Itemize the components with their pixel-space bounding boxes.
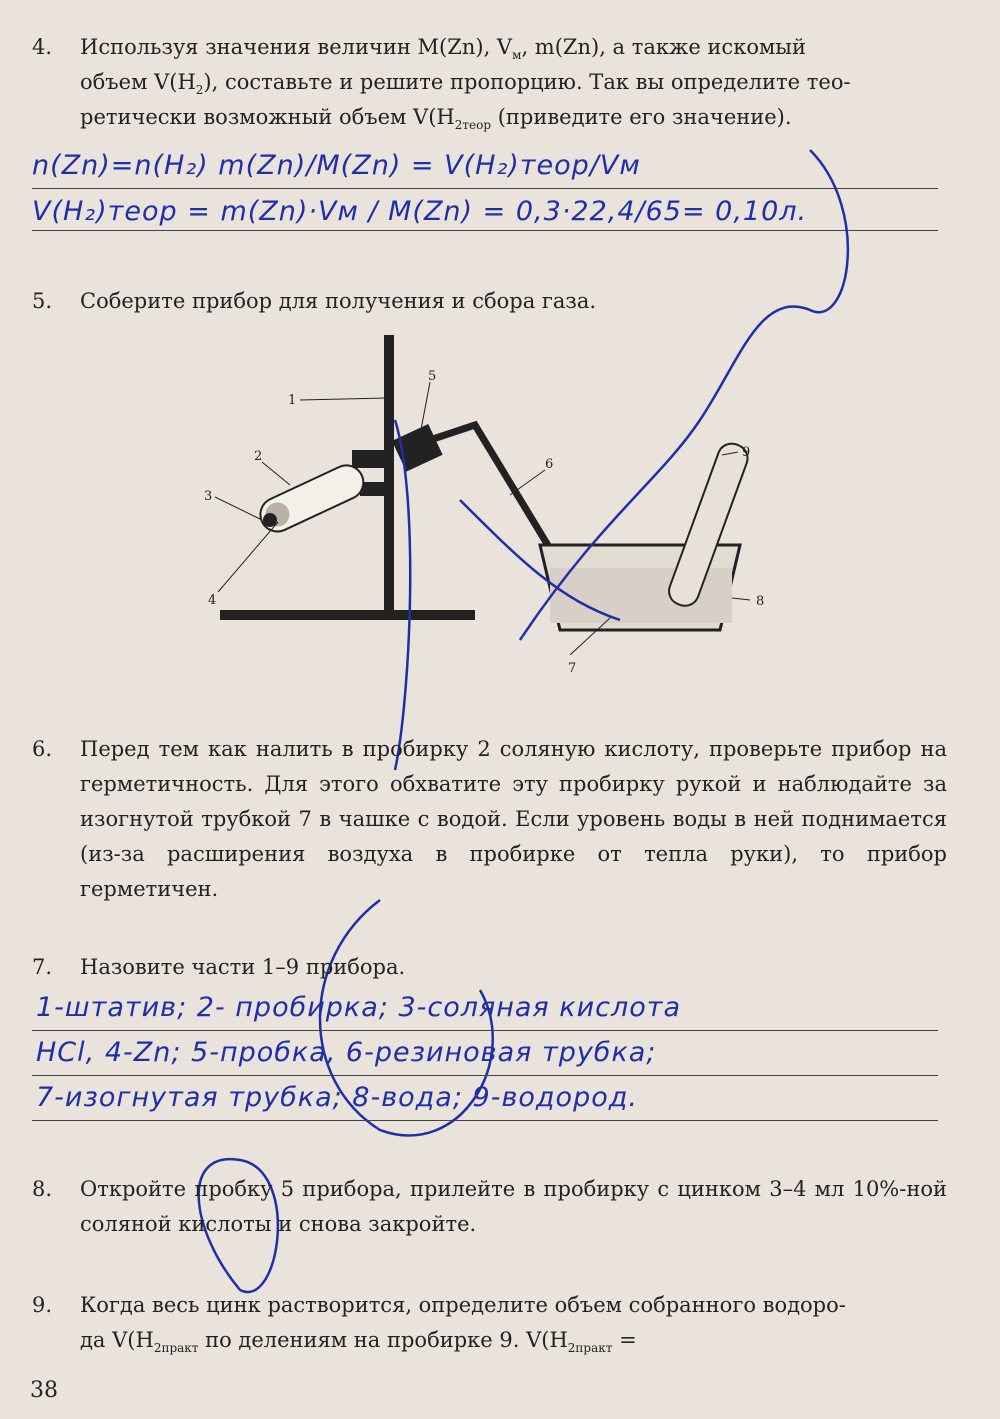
- handwritten-answer: V(H₂)теор = m(Zn)·Vм / M(Zn) = 0,3·22,4/65= 0,10л.: [32, 196, 808, 227]
- handwritten-answer: HCl, 4-Zn; 5-пробка, 6-резиновая трубка;: [36, 1037, 657, 1068]
- label-9: 9: [742, 445, 751, 460]
- task-4: 4. Используя значения величин M(Zn), $V_м$, m(Zn), а также искомый объем $V(H_2)$, составьте и решите пропорцию. Так вы определите тео- ретически возможный объем $V(H_{2теор}$ (приведите его значение).: [32, 30, 947, 135]
- task-5: 5. Соберите прибор для получения и сбора газа.: [32, 284, 947, 319]
- label-4: 4: [208, 593, 217, 608]
- answer-line: [32, 1030, 938, 1031]
- handwritten-answer: n(Zn)=n(H₂) m(Zn)/M(Zn) = V(H₂)теор/Vм: [32, 150, 641, 181]
- task-number: 7.: [32, 955, 53, 979]
- task-8: 8. Откройте пробку 5 прибора, прилейте в пробирку с цинком 3–4 мл 10%-ной соляной кислоты и снова закройте.: [32, 1172, 947, 1242]
- answer-line: [32, 1120, 938, 1121]
- label-5: 5: [428, 369, 437, 384]
- task-9: 9. Когда весь цинк растворится, определите объем собранного водоро- да $V(H_{2практ}$ по делениям на пробирке 9. $V(H_{2практ}$ =: [32, 1288, 947, 1358]
- task-number: 4.: [32, 35, 53, 59]
- label-3: 3: [204, 489, 213, 504]
- task-number: 9.: [32, 1293, 53, 1317]
- label-6: 6: [545, 457, 554, 472]
- handwritten-answer: 7-изогнутая трубка; 8-вода; 9-водород.: [36, 1082, 638, 1113]
- label-8: 8: [756, 594, 765, 609]
- page-number: 38: [30, 1378, 58, 1403]
- label-1: 1: [288, 393, 297, 408]
- label-7: 7: [568, 661, 577, 676]
- task-number: 5.: [32, 289, 53, 313]
- clamp: [352, 450, 392, 468]
- task-7: 7. Назовите части 1–9 прибора.: [32, 950, 947, 985]
- task-number: 6.: [32, 737, 53, 761]
- task-number: 8.: [32, 1177, 53, 1201]
- stand-rod: [384, 335, 394, 615]
- stand-base: [220, 610, 475, 620]
- label-2: 2: [254, 449, 263, 464]
- stopper: [392, 424, 443, 472]
- handwritten-answer: 1-штатив; 2- пробирка; 3-соляная кислота: [36, 992, 682, 1023]
- task-6: 6. Перед тем как налить в пробирку 2 соляную кислоту, проверьте прибор на герметичность. Для этого обхватите эту пробирку рукой и наблюдайте за изогнутой трубкой 7 в чашке с водой. Если уровень воды в ней поднимается (из-за расширения воздуха в пробирке от тепла руки), то прибор герметичен.: [32, 732, 947, 907]
- answer-line: [32, 1075, 938, 1076]
- clamp: [360, 482, 390, 496]
